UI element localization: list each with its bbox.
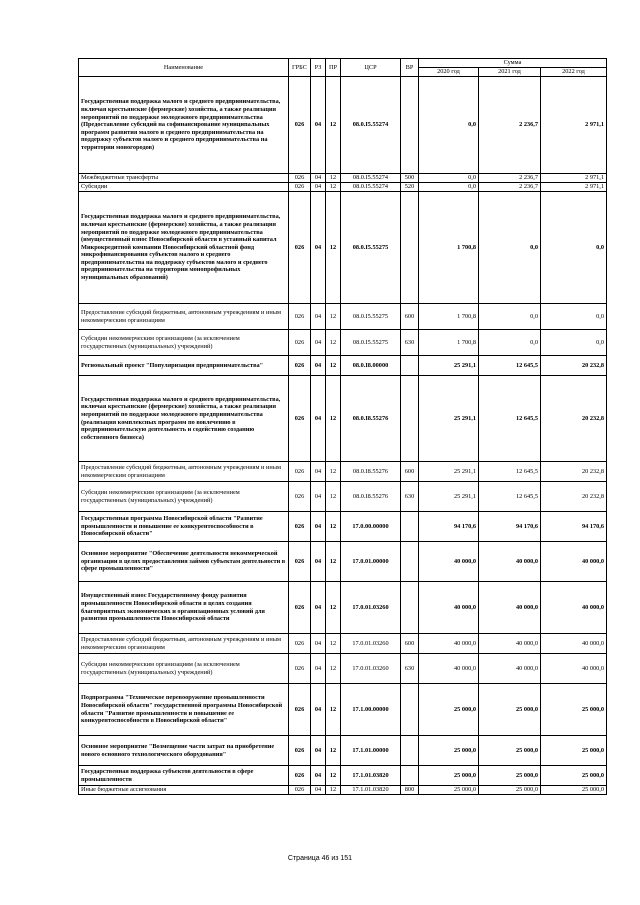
row-grbs: 026 <box>289 582 311 634</box>
row-sum-2022: 40 000,0 <box>541 654 607 684</box>
row-csr: 08.0.I8.00000 <box>341 356 401 376</box>
row-sum-2021: 0,0 <box>479 330 541 356</box>
table-row <box>79 482 607 512</box>
row-sum-2022: 0,0 <box>541 304 607 330</box>
row-pr: 12 <box>326 304 341 330</box>
row-pr: 12 <box>326 512 341 542</box>
row-pr: 12 <box>326 654 341 684</box>
row-grbs: 026 <box>289 376 311 462</box>
row-sum-2022: 0,0 <box>541 192 607 304</box>
row-sum-2020: 40 000,0 <box>419 634 479 654</box>
row-vr: 600 <box>401 304 419 330</box>
row-sum-2020: 40 000,0 <box>419 542 479 582</box>
table-row <box>79 183 607 192</box>
row-name: Региональный проект "Популяризация предпринимательства" <box>79 356 289 376</box>
row-grbs: 026 <box>289 462 311 482</box>
row-sum-2020: 1 700,8 <box>419 330 479 356</box>
row-vr <box>401 192 419 304</box>
row-sum-2022: 40 000,0 <box>541 542 607 582</box>
row-rz: 04 <box>311 654 326 684</box>
row-rz: 04 <box>311 183 326 192</box>
row-sum-2020: 0,0 <box>419 174 479 183</box>
row-pr: 12 <box>326 183 341 192</box>
table-row <box>79 582 607 634</box>
row-vr: 800 <box>401 786 419 795</box>
row-sum-2021: 2 236,7 <box>479 183 541 192</box>
row-sum-2022: 20 232,8 <box>541 482 607 512</box>
row-pr: 12 <box>326 482 341 512</box>
row-pr: 12 <box>326 330 341 356</box>
page-number: Страница 46 из 151 <box>287 855 353 862</box>
row-sum-2020: 40 000,0 <box>419 654 479 684</box>
row-grbs: 026 <box>289 684 311 736</box>
row-sum-2021: 12 645,5 <box>479 376 541 462</box>
row-name: Имущественный взнос Государственному фонду развития промышленности Новосибирской области в целях создания благоприятных экономических и организационных условий для развития промышленности Новосибирской области <box>79 582 289 634</box>
header-grbs: ГРБС <box>289 59 311 77</box>
header-year-2020: 2020 год <box>419 68 479 77</box>
row-vr: 600 <box>401 634 419 654</box>
row-name: Субсидии некоммерческим организациям (за исключением государственных (муниципальных) учреждений) <box>79 482 289 512</box>
row-sum-2021: 25 000,0 <box>479 736 541 766</box>
row-name: Государственная поддержка малого и среднего предпринимательства, включая крестьянские (фермерские) хозяйства, а также реализация мероприятий по поддержке молодежного предпринимательства (Предоставление субсидий на софинансирование муниципальных программ развития малого и среднего предпринимательства на поддержку субъектов малого и среднего предпринимательства на территории моногородов) <box>79 77 289 174</box>
row-pr: 12 <box>326 736 341 766</box>
row-name: Государственная поддержка малого и среднего предпринимательства, включая крестьянские (фермерские) хозяйства, а также реализация мероприятий по поддержке молодежного предпринимательства (реализация комплексных программ по вовлечению в предпринимательскую деятельность и содействию созданию собственного бизнеса) <box>79 376 289 462</box>
header-rz: РЗ <box>311 59 326 77</box>
row-grbs: 026 <box>289 542 311 582</box>
row-name: Основное мероприятие "Обеспечение деятельности некоммерческой организации в целях предоставления займов субъектам деятельности в сфере промышленности" <box>79 542 289 582</box>
row-name: Подпрограмма "Техническое перевооружение промышленности Новосибирской области" государственной программы Новосибирской области "Развитие промышленности и повышение ее конкурентоспособности в Новосибирской области" <box>79 684 289 736</box>
row-rz: 04 <box>311 462 326 482</box>
row-sum-2021: 40 000,0 <box>479 542 541 582</box>
table-body <box>79 77 607 795</box>
row-csr: 08.0.I8.55276 <box>341 462 401 482</box>
table-row <box>79 736 607 766</box>
row-pr: 12 <box>326 766 341 786</box>
row-sum-2020: 1 700,8 <box>419 192 479 304</box>
row-rz: 04 <box>311 376 326 462</box>
row-csr: 08.0.I5.55275 <box>341 192 401 304</box>
row-grbs: 026 <box>289 786 311 795</box>
table-row <box>79 654 607 684</box>
row-sum-2020: 40 000,0 <box>419 582 479 634</box>
row-csr: 17.0.00.00000 <box>341 512 401 542</box>
row-rz: 04 <box>311 634 326 654</box>
row-name: Государственная программа Новосибирской области "Развитие промышленности и повышение ее конкурентоспособности в Новосибирской области" <box>79 512 289 542</box>
row-sum-2020: 25 000,0 <box>419 766 479 786</box>
row-name: Предоставление субсидий бюджетным, автономным учреждениям и иным некоммерческим организациям <box>79 634 289 654</box>
row-sum-2021: 12 645,5 <box>479 482 541 512</box>
row-name: Субсидии <box>79 183 289 192</box>
row-rz: 04 <box>311 512 326 542</box>
row-sum-2021: 94 170,6 <box>479 512 541 542</box>
row-name: Основное мероприятие "Возмещение части затрат на приобретение нового основного технологического оборудования" <box>79 736 289 766</box>
row-sum-2022: 25 000,0 <box>541 786 607 795</box>
row-sum-2022: 2 971,1 <box>541 174 607 183</box>
row-pr: 12 <box>326 174 341 183</box>
row-rz: 04 <box>311 356 326 376</box>
table-row <box>79 786 607 795</box>
row-rz: 04 <box>311 192 326 304</box>
table-row <box>79 304 607 330</box>
row-sum-2020: 0,0 <box>419 183 479 192</box>
row-sum-2020: 0,0 <box>419 77 479 174</box>
row-vr: 630 <box>401 482 419 512</box>
row-name: Предоставление субсидий бюджетным, автономным учреждениям и иным некоммерческим организациям <box>79 304 289 330</box>
table-row <box>79 376 607 462</box>
row-sum-2021: 25 000,0 <box>479 786 541 795</box>
row-csr: 17.1.00.00000 <box>341 684 401 736</box>
row-sum-2022: 25 000,0 <box>541 736 607 766</box>
row-grbs: 026 <box>289 482 311 512</box>
table-row <box>79 462 607 482</box>
row-vr: 630 <box>401 330 419 356</box>
row-grbs: 026 <box>289 330 311 356</box>
row-pr: 12 <box>326 634 341 654</box>
row-csr: 17.0.01.03260 <box>341 654 401 684</box>
table-row <box>79 174 607 183</box>
row-vr <box>401 582 419 634</box>
row-sum-2021: 2 236,7 <box>479 174 541 183</box>
row-pr: 12 <box>326 356 341 376</box>
row-sum-2021: 25 000,0 <box>479 766 541 786</box>
row-csr: 17.0.01.03260 <box>341 582 401 634</box>
row-sum-2020: 25 000,0 <box>419 736 479 766</box>
row-vr: 630 <box>401 654 419 684</box>
row-sum-2021: 12 645,5 <box>479 462 541 482</box>
header-year-2021: 2021 год <box>479 68 541 77</box>
row-sum-2020: 25 291,1 <box>419 356 479 376</box>
row-grbs: 026 <box>289 356 311 376</box>
row-sum-2022: 94 170,6 <box>541 512 607 542</box>
row-sum-2022: 40 000,0 <box>541 582 607 634</box>
row-csr: 17.1.01.03820 <box>341 766 401 786</box>
row-csr: 08.0.I5.55274 <box>341 174 401 183</box>
row-sum-2022: 40 000,0 <box>541 634 607 654</box>
row-sum-2021: 40 000,0 <box>479 582 541 634</box>
row-rz: 04 <box>311 330 326 356</box>
row-csr: 08.0.I5.55275 <box>341 330 401 356</box>
row-sum-2021: 2 236,7 <box>479 77 541 174</box>
row-sum-2021: 12 645,5 <box>479 356 541 376</box>
row-rz: 04 <box>311 77 326 174</box>
row-sum-2022: 0,0 <box>541 330 607 356</box>
row-sum-2022: 2 971,1 <box>541 77 607 174</box>
header-csr: ЦСР <box>341 59 401 77</box>
row-sum-2020: 1 700,8 <box>419 304 479 330</box>
row-name: Субсидии некоммерческим организациям (за исключением государственных (муниципальных) учреждений) <box>79 330 289 356</box>
row-rz: 04 <box>311 304 326 330</box>
row-grbs: 026 <box>289 512 311 542</box>
row-pr: 12 <box>326 376 341 462</box>
table-row <box>79 766 607 786</box>
row-vr <box>401 736 419 766</box>
row-vr <box>401 766 419 786</box>
row-pr: 12 <box>326 684 341 736</box>
row-sum-2022: 20 232,8 <box>541 376 607 462</box>
table-row <box>79 330 607 356</box>
row-sum-2021: 25 000,0 <box>479 684 541 736</box>
table-row <box>79 192 607 304</box>
row-vr <box>401 684 419 736</box>
row-pr: 12 <box>326 542 341 582</box>
row-name: Предоставление субсидий бюджетным, автономным учреждениям и иным некоммерческим организациям <box>79 462 289 482</box>
table-row <box>79 684 607 736</box>
row-csr: 17.0.01.03260 <box>341 634 401 654</box>
header-vr: ВР <box>401 59 419 77</box>
header-sum: Сумма <box>419 59 607 68</box>
table-row <box>79 512 607 542</box>
row-grbs: 026 <box>289 304 311 330</box>
row-vr <box>401 512 419 542</box>
row-grbs: 026 <box>289 183 311 192</box>
row-grbs: 026 <box>289 192 311 304</box>
row-sum-2021: 0,0 <box>479 192 541 304</box>
row-csr: 17.1.01.03820 <box>341 786 401 795</box>
row-grbs: 026 <box>289 766 311 786</box>
row-grbs: 026 <box>289 174 311 183</box>
row-csr: 08.0.I8.55276 <box>341 482 401 512</box>
header-year-2022: 2022 год <box>541 68 607 77</box>
row-grbs: 026 <box>289 77 311 174</box>
table-row <box>79 356 607 376</box>
row-sum-2020: 25 000,0 <box>419 684 479 736</box>
row-vr <box>401 77 419 174</box>
row-name: Субсидии некоммерческим организациям (за исключением государственных (муниципальных) учреждений) <box>79 654 289 684</box>
row-sum-2022: 20 232,8 <box>541 462 607 482</box>
table-row <box>79 542 607 582</box>
row-pr: 12 <box>326 462 341 482</box>
row-vr <box>401 356 419 376</box>
row-csr: 08.0.I5.55275 <box>341 304 401 330</box>
row-sum-2020: 25 291,1 <box>419 462 479 482</box>
row-vr: 500 <box>401 174 419 183</box>
row-pr: 12 <box>326 786 341 795</box>
header-name: Наименование <box>79 59 289 77</box>
row-sum-2020: 25 291,1 <box>419 482 479 512</box>
row-sum-2022: 2 971,1 <box>541 183 607 192</box>
row-pr: 12 <box>326 77 341 174</box>
row-pr: 12 <box>326 582 341 634</box>
row-rz: 04 <box>311 582 326 634</box>
row-pr: 12 <box>326 192 341 304</box>
row-rz: 04 <box>311 736 326 766</box>
row-grbs: 026 <box>289 736 311 766</box>
row-sum-2020: 25 291,1 <box>419 376 479 462</box>
table-row <box>79 634 607 654</box>
row-csr: 08.0.I8.55276 <box>341 376 401 462</box>
row-name: Государственная поддержка субъектов деятельности в сфере промышленности <box>79 766 289 786</box>
row-vr <box>401 376 419 462</box>
row-sum-2020: 25 000,0 <box>419 786 479 795</box>
row-name: Иные бюджетные ассигнования <box>79 786 289 795</box>
row-sum-2021: 40 000,0 <box>479 654 541 684</box>
row-vr: 600 <box>401 462 419 482</box>
row-sum-2021: 0,0 <box>479 304 541 330</box>
row-sum-2021: 40 000,0 <box>479 634 541 654</box>
row-sum-2022: 25 000,0 <box>541 766 607 786</box>
row-rz: 04 <box>311 684 326 736</box>
row-vr <box>401 542 419 582</box>
row-sum-2022: 25 000,0 <box>541 684 607 736</box>
row-csr: 08.0.I5.55274 <box>341 77 401 174</box>
row-rz: 04 <box>311 174 326 183</box>
row-sum-2022: 20 232,8 <box>541 356 607 376</box>
row-grbs: 026 <box>289 634 311 654</box>
budget-table <box>78 58 607 795</box>
row-csr: 17.1.01.00000 <box>341 736 401 766</box>
row-name: Государственная поддержка малого и среднего предпринимательства, включая крестьянские (фермерские) хозяйства, а также реализация мероприятий по поддержке молодежного предпринимательства (имущественный взнос Новосибирской области в уставный капитал Микрокредитной компании Новосибирский областной фонд микрофинансирования субъектов малого и среднего предпринимательства на поддержку субъектов малого и среднего предпринимательства на территории монопрофильных муниципальных образований) <box>79 192 289 304</box>
row-rz: 04 <box>311 766 326 786</box>
header-pr: ПР <box>326 59 341 77</box>
table-row <box>79 77 607 174</box>
row-csr: 17.0.01.00000 <box>341 542 401 582</box>
row-sum-2020: 94 170,6 <box>419 512 479 542</box>
row-rz: 04 <box>311 482 326 512</box>
row-csr: 08.0.I5.55274 <box>341 183 401 192</box>
row-rz: 04 <box>311 542 326 582</box>
row-grbs: 026 <box>289 654 311 684</box>
row-vr: 520 <box>401 183 419 192</box>
row-name: Межбюджетные трансферты <box>79 174 289 183</box>
row-rz: 04 <box>311 786 326 795</box>
